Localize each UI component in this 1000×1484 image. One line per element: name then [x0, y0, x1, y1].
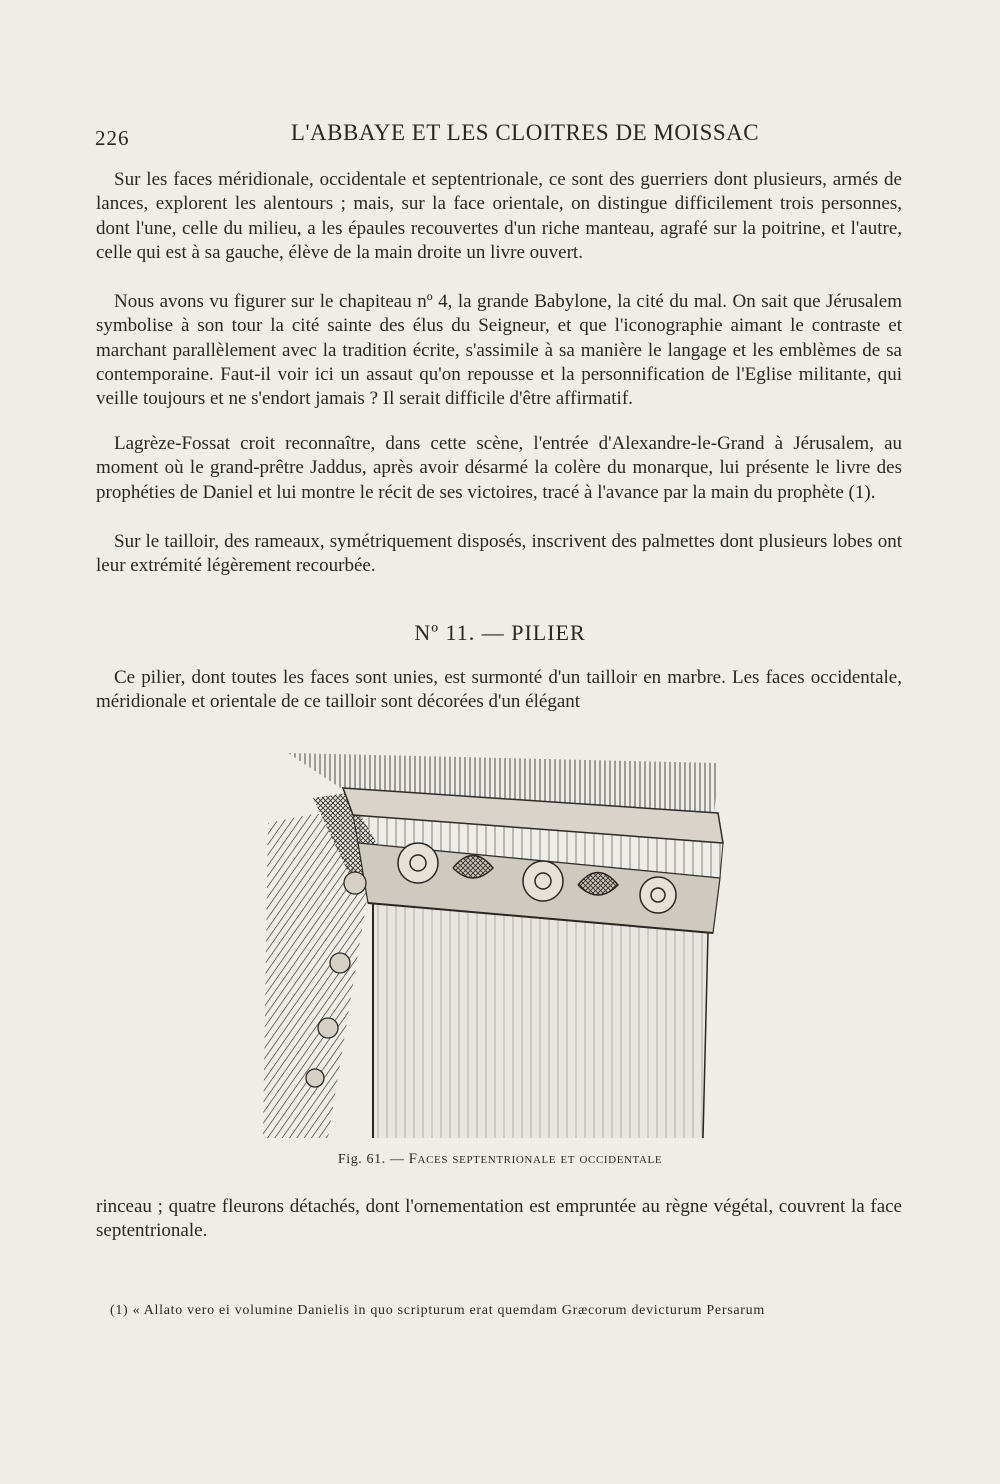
caption-text: Faces septentrionale et occidentale: [408, 1151, 663, 1167]
paragraph-4-text: Sur le tailloir, des rameaux, symétriquement disposés, inscrivent des palmettes dont plusieurs lobes ont leur extrémité légèrement recourbée.: [96, 531, 902, 577]
pillar-engraving: [258, 743, 728, 1138]
pillar-capital-illustration: [258, 743, 728, 1138]
footnote: (1) « Allato vero ei volumine Danielis in quo scripturum erat quemdam Græcorum devicturum Persarum: [110, 1303, 765, 1318]
section-paragraph-text: Ce pilier, dont toutes les faces sont unies, est surmonté d'un tailloir en marbre. Les faces occidentale, méridionale et orientale de ce tailloir sont décorées d'un élégant: [96, 667, 902, 713]
paragraph-3: [96, 432, 902, 505]
running-head: [95, 120, 905, 154]
section-paragraph: [96, 666, 902, 715]
page-number: 226: [95, 126, 130, 150]
running-title: L'ABBAYE ET LES CLOITRES DE MOISSAC: [290, 120, 760, 145]
section-heading: Nº 11. — PILIER: [414, 620, 586, 645]
paragraph-3-text: Lagrèze-Fossat croit reconnaître, dans cette scène, l'entrée d'Alexandre-le-Grand à Jérusalem, au moment où le grand-prêtre Jaddus, après avoir désarmé la colère du monarque, lui présente le livre des prophéties de Daniel et lui montre le récit de ses victoires, tracé à l'avance par la main du prophète (1).: [96, 433, 902, 503]
paragraph-4: [96, 530, 902, 579]
continuation-paragraph: rinceau ; quatre fleurons détachés, dont l'ornementation est empruntée au règne végétal, couvrent la face septentrionale.: [96, 1196, 902, 1242]
paragraph-2-text: Nous avons vu figurer sur le chapiteau nº 4, la grande Babylone, la cité du mal. On sait que Jérusalem symbolise à son tour la cité sainte des élus du Seigneur, et que l'iconographie aimant le contraste et marchant parallèlement avec la tradition écrite, s'assimile à sa manière le langage et les emblèmes de sa contemporaine. Faut-il voir ici un assaut qu'on repousse et la personnification de l'Eglise militante, qui veille toujours et ne s'endort jamais ? Il serait difficile d'être affirmatif.: [96, 291, 902, 410]
caption-prefix: Fig. 61. —: [337, 1152, 409, 1167]
paragraph-2: [96, 290, 902, 411]
paragraph-1: [96, 168, 902, 265]
paragraph-1-text: Sur les faces méridionale, occidentale et septentrionale, ce sont des guerriers dont plusieurs, armés de lances, explorent les alentours ; mais, sur la face orientale, on distingue difficilement trois personnes, dont l'une, celle du milieu, a les épaules recouvertes d'un riche manteau, agrafé sur la poitrine, et l'autre, celle qui est à sa gauche, élève de la main droite un livre ouvert.: [96, 169, 902, 263]
figure-caption: [0, 1151, 1000, 1168]
